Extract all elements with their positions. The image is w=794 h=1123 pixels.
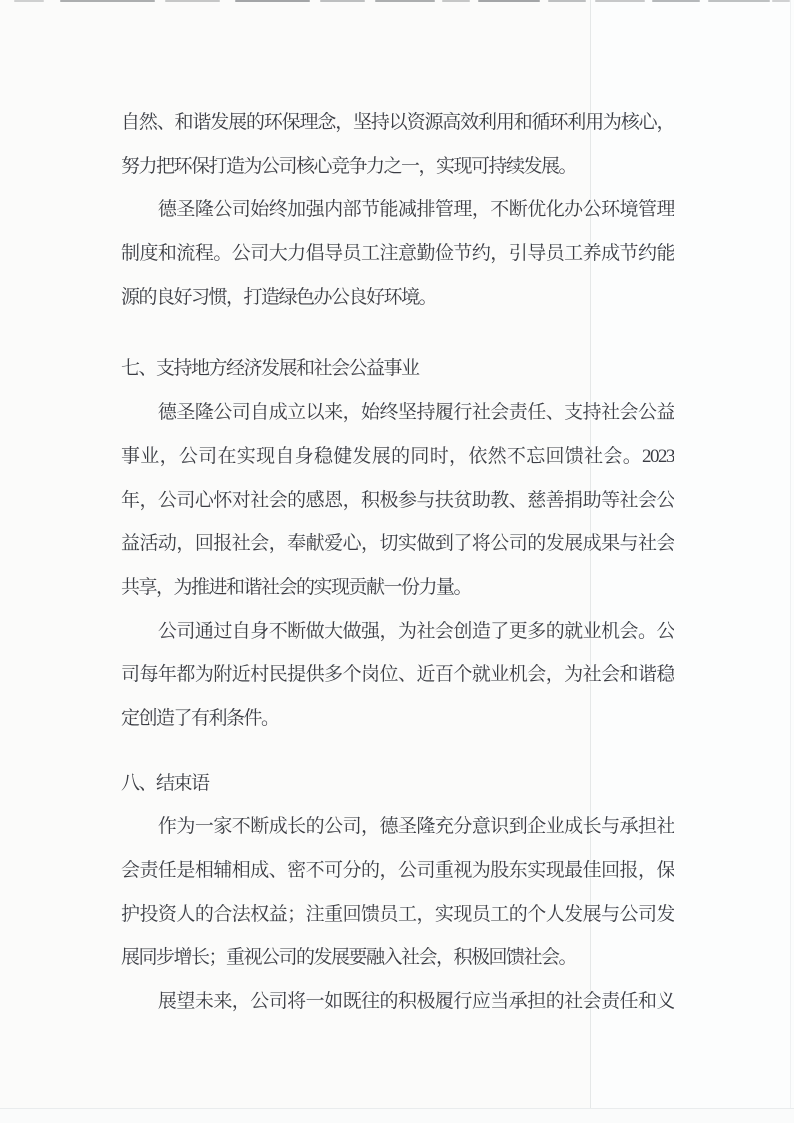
text-line: 共享，为推进和谐社会的实现贡献一份力量。 [121, 576, 472, 598]
text-line: 定创造了有利条件。 [121, 707, 279, 729]
scan-edge-dash [14, 0, 44, 2]
scan-edge-dash [60, 0, 155, 2]
text-line: 事业，公司在实现自身稳健发展的同时，依然不忘回馈社会。2023 [121, 445, 674, 467]
text-line: 益活动，回报社会，奉献爱心，切实做到了将公司的发展成果与社会 [121, 533, 674, 555]
text-line: 展同步增长；重视公司的发展要融入社会，积极回馈社会。 [121, 947, 577, 969]
text-line: 作为一家不断成长的公司，德圣隆充分意识到企业成长与承担社 [121, 816, 674, 838]
scan-right-edge-line [790, 0, 791, 1108]
text-line: 司每年都为附近村民提供多个岗位、近百个就业机会，为社会和谐稳 [121, 664, 674, 686]
text-line: 会责任是相辅相成、密不可分的，公司重视为股东实现最佳回报，保 [121, 860, 674, 881]
scan-edge-dash [708, 0, 770, 2]
document-text-column [121, 101, 674, 1024]
text-line: 源的良好习惯，打造绿色办公良好环境。 [121, 286, 437, 308]
text-line: 德圣隆公司自成立以来，始终坚持履行社会责任、支持社会公益 [121, 402, 674, 424]
scan-edge-dash [442, 0, 470, 2]
text-line: 努力把环保打造为公司核心竞争力之一，实现可持续发展。 [121, 155, 577, 177]
text-line: 年，公司心怀对社会的感恩，积极参与扶贫助教、慈善捐助等社会公 [121, 489, 674, 511]
text-line: 制度和流程。公司大力倡导员工注意勤俭节约，引导员工养成节约能 [121, 243, 674, 265]
text-line: 德圣隆公司始终加强内部节能减排管理，不断优化办公环境管理 [121, 199, 674, 221]
scan-edge-dash [652, 0, 700, 2]
scan-bottom-edge-strip [0, 1108, 794, 1123]
scan-edge-dash [375, 0, 435, 2]
text-line: 展望未来，公司将一如既往的积极履行应当承担的社会责任和义 [121, 991, 674, 1013]
text-line: 自然、和谐发展的环保理念，坚持以资源高效利用和循环利用为核心， [121, 112, 674, 133]
section-heading: 七、支持地方经济发展和社会公益事业 [121, 358, 419, 380]
scan-edge-dash [595, 0, 645, 2]
text-line: 公司通过自身不断做大做强，为社会创造了更多的就业机会。公 [121, 620, 674, 642]
scan-edge-dash [548, 0, 586, 2]
scan-edge-dash [320, 0, 365, 2]
section-heading: 八、结束语 [121, 772, 209, 794]
scan-edge-dash [165, 0, 220, 2]
scan-edge-dash [478, 0, 540, 2]
scan-edge-dash [235, 0, 310, 2]
text-line: 护投资人的合法权益；注重回馈员工，实现员工的个人发展与公司发 [121, 903, 674, 925]
scan-edge-dash [772, 0, 790, 2]
